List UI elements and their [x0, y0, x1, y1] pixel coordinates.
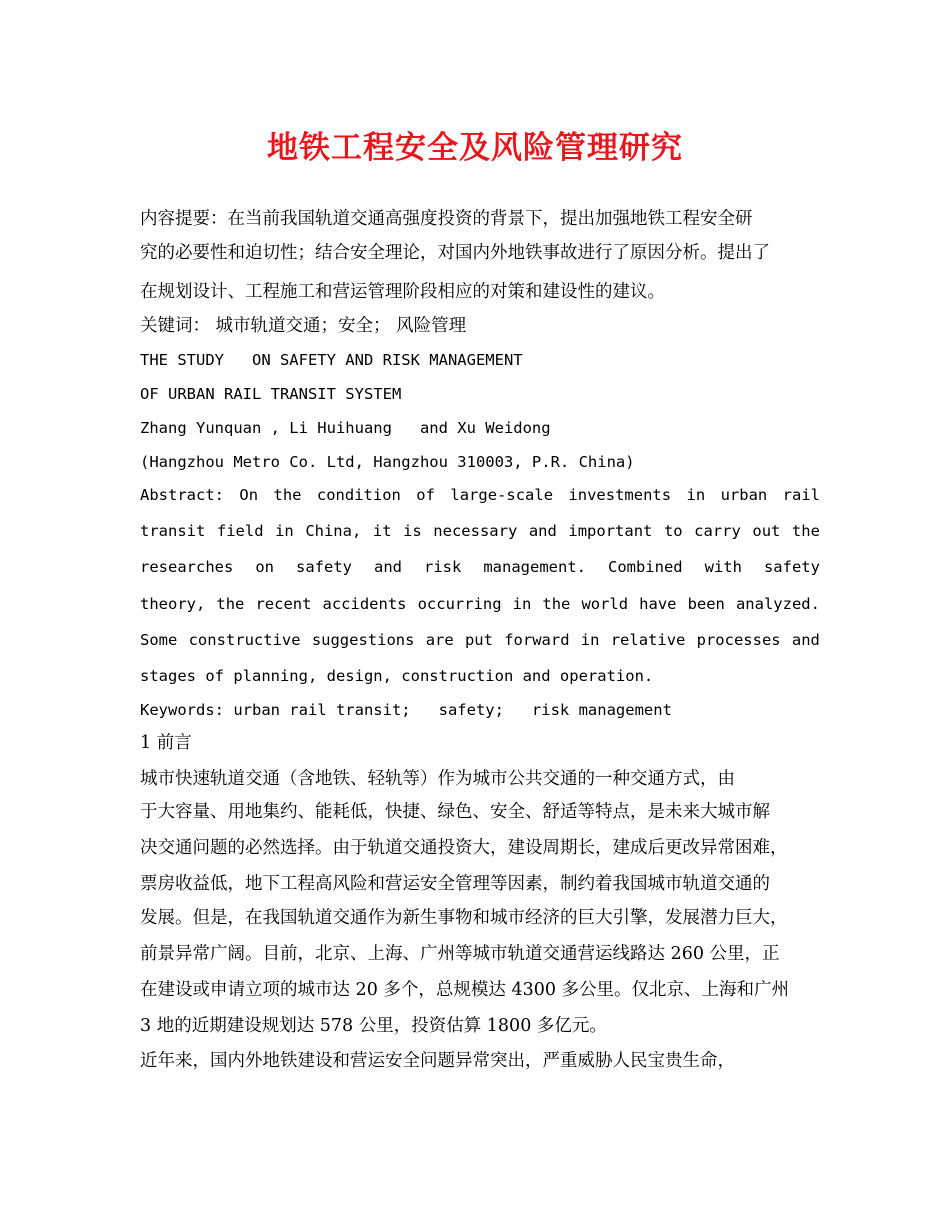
abstract-word: the [216, 595, 245, 613]
abstract-word: urban [720, 486, 768, 504]
abstract-word: theory, [140, 595, 206, 613]
body-line: 前景异常广阔。目前，北京、上海、广州等城市轨道交通营运线路达 260 公里，正 [140, 944, 780, 964]
abstract-word: it [372, 522, 392, 540]
abstract-word: large-scale [450, 486, 554, 504]
abstract-word: the [791, 522, 820, 540]
abstract-word: investments [568, 486, 672, 504]
abstract-word: out [752, 522, 781, 540]
abstract-word: in [686, 486, 706, 504]
abstract-word: and [528, 522, 557, 540]
abstract-word: relative [610, 631, 686, 649]
abstract-word: On [239, 486, 259, 504]
keywords-en: Keywords: urban rail transit; safety; risk management [140, 701, 672, 719]
abstract-word: in [275, 522, 294, 540]
abstract-en-line [140, 630, 820, 650]
abstract-cn-line: 在规划设计、工程施工和营运管理阶段相应的对策和建设性的建议。 [140, 282, 665, 302]
abstract-word: on [255, 558, 274, 576]
abstract-word: important [568, 522, 653, 540]
body-line: 近年来，国内外地铁建设和营运安全问题异常突出，严重威胁人民宝贵生命， [140, 1051, 735, 1071]
abstract-word: in [512, 595, 532, 613]
abstract-word: management. [483, 558, 586, 576]
abstract-word: researches [140, 558, 234, 576]
abstract-word: world [581, 595, 629, 613]
abstract-cn-line: 究的必要性和迫切性；结合安全理论，对国内外地铁事故进行了原因分析。提出了 [140, 243, 770, 263]
body-line: 在建设或申请立项的城市达 20 多个，总规模达 4300 多公里。仅北京、上海和广州 [140, 980, 790, 1000]
abstract-word: accidents [322, 595, 407, 613]
abstract-word: suggestions [311, 631, 415, 649]
abstract-word: have [639, 595, 677, 613]
abstract-word: with [704, 558, 742, 576]
section-heading: 1 前言 [140, 733, 192, 753]
body-line: 于大容量、用地集约、能耗低，快捷、绿色、安全、舒适等特点，是未来大城市解 [140, 802, 770, 822]
abstract-word: recent [255, 595, 312, 613]
english-title-line: OF URBAN RAIL TRANSIT SYSTEM [140, 385, 402, 403]
abstract-word: forward [504, 631, 570, 649]
abstract-word: safety [763, 558, 820, 576]
abstract-word: the [273, 486, 302, 504]
abstract-word: transit [140, 522, 206, 540]
abstract-word: the [542, 595, 571, 613]
abstract-word: necessary [433, 522, 518, 540]
abstract-word: and [374, 558, 402, 576]
abstract-word: field [216, 522, 264, 540]
abstract-cn-line: 内容提要：在当前我国轨道交通高强度投资的背景下，提出加强地铁工程安全研 [140, 209, 753, 229]
abstract-word: is [403, 522, 422, 540]
body-line: 3 地的近期建设规划达 578 公里，投资估算 1800 多亿元。 [140, 1016, 607, 1036]
abstract-word: and [791, 631, 820, 649]
abstract-word: Combined [607, 558, 683, 576]
abstract-word: to [663, 522, 683, 540]
abstract-word: condition [316, 486, 401, 504]
body-line: 决交通问题的必然选择。由于轨道交通投资大，建设周期长，建成后更改异常困难， [140, 838, 788, 858]
abstract-word: are [425, 631, 454, 649]
abstract-word: in [580, 631, 600, 649]
authors: Zhang Yunquan , Li Huihuang and Xu Weidong [140, 419, 551, 437]
abstract-word: put [464, 631, 493, 649]
abstract-word: analyzed. [735, 595, 820, 613]
body-line: 发展。但是，在我国轨道交通作为新生事物和城市经济的巨大引擎，发展潜力巨大， [140, 908, 788, 928]
page-title: 地铁工程安全及风险管理研究 [267, 130, 683, 166]
keywords-cn: 关键词： 城市轨道交通；安全； 风险管理 [140, 316, 467, 336]
abstract-en-line [140, 557, 820, 577]
abstract-word: been [687, 595, 725, 613]
abstract-word: risk [424, 558, 462, 576]
abstract-word: processes [696, 631, 781, 649]
abstract-word: occurring [417, 595, 502, 613]
abstract-word: safety [296, 558, 352, 576]
body-line: 票房收益低，地下工程高风险和营运安全管理等因素，制约着我国城市轨道交通的 [140, 874, 770, 894]
abstract-word: Some [140, 631, 178, 649]
body-line: 城市快速轨道交通（含地铁、轻轨等）作为城市公共交通的一种交通方式，由 [140, 769, 735, 789]
abstract-word: rail [782, 486, 820, 504]
abstract-en-line [140, 485, 820, 505]
abstract-word: Abstract: [140, 486, 224, 504]
abstract-word: of [416, 486, 435, 504]
abstract-en-line [140, 594, 820, 614]
affiliation: (Hangzhou Metro Co. Ltd, Hangzhou 310003, P.R. China) [140, 453, 635, 471]
abstract-word: China, [305, 522, 362, 540]
abstract-word: constructive [188, 631, 301, 649]
abstract-en-line-last: stages of planning, design, construction and operation. [140, 667, 654, 685]
english-title-line: THE STUDY ON SAFETY AND RISK MANAGEMENT [140, 351, 523, 369]
abstract-en-line [140, 521, 820, 541]
abstract-word: carry [694, 522, 741, 540]
